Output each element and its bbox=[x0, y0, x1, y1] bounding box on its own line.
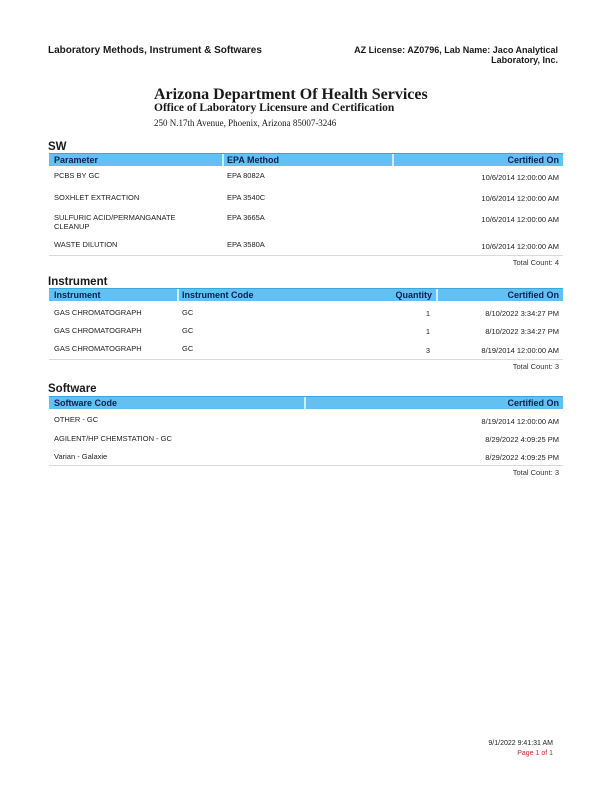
code-cell: GC bbox=[182, 344, 194, 353]
column-divider bbox=[222, 154, 224, 166]
software-code-cell: OTHER - GC bbox=[54, 415, 99, 424]
col-certified-on: Certified On bbox=[507, 398, 559, 408]
code-cell: GC bbox=[182, 326, 194, 335]
quantity-cell: 1 bbox=[425, 327, 430, 336]
table-row bbox=[49, 428, 563, 447]
parameter-cell: WASTE DILUTION bbox=[54, 240, 118, 249]
parameter-line-2: CLEANUP bbox=[54, 222, 90, 231]
col-epa-method: EPA Method bbox=[227, 155, 279, 165]
total-count-label: Total Count: 3 bbox=[512, 468, 559, 477]
certified-cell: 8/19/2014 12:00:00 AM bbox=[481, 417, 559, 426]
sw-total-count bbox=[49, 255, 563, 267]
report-title: Laboratory Methods, Instrument & Softwares bbox=[48, 45, 262, 56]
instrument-total-count bbox=[49, 359, 563, 371]
page-number: Page 1 of 1 bbox=[517, 750, 553, 757]
table-row bbox=[49, 320, 563, 339]
col-parameter: Parameter bbox=[54, 155, 99, 165]
software-code-cell: Varian - Galaxie bbox=[54, 452, 108, 461]
method-cell: EPA 3540C bbox=[227, 193, 266, 202]
instrument-cell: GAS CHROMATOGRAPH bbox=[54, 344, 142, 353]
instrument-cell: GAS CHROMATOGRAPH bbox=[54, 326, 142, 335]
instrument-table-header bbox=[49, 288, 563, 301]
col-instrument-code: Instrument Code bbox=[182, 290, 254, 300]
table-row bbox=[49, 211, 563, 237]
total-count-label: Total Count: 3 bbox=[512, 362, 559, 371]
license-line-1: AZ License: AZ0796, Lab Name: Jaco Analytical bbox=[354, 45, 558, 55]
certified-cell: 8/10/2022 3:34:27 PM bbox=[485, 327, 559, 336]
table-row bbox=[49, 166, 563, 189]
table-row bbox=[49, 447, 563, 465]
parameter-line-1: SULFURIC ACID/PERMANGANATE bbox=[54, 213, 176, 222]
instrument-cell: GAS CHROMATOGRAPH bbox=[54, 308, 142, 317]
table-row bbox=[49, 189, 563, 211]
agency-address: 250 N.17th Avenue, Phoenix, Arizona 85007-3246 bbox=[154, 118, 337, 128]
certified-cell: 10/6/2014 12:00:00 AM bbox=[481, 215, 559, 224]
office-name: Office of Laboratory Licensure and Certification bbox=[154, 102, 395, 114]
software-table bbox=[49, 396, 563, 477]
table-row bbox=[49, 339, 563, 359]
quantity-cell: 3 bbox=[425, 346, 430, 355]
license-info bbox=[350, 45, 558, 65]
license-line-2: Laboratory, Inc. bbox=[491, 55, 558, 65]
column-divider bbox=[392, 154, 394, 166]
certified-cell: 8/29/2022 4:09:25 PM bbox=[485, 453, 559, 462]
sw-table bbox=[49, 153, 563, 267]
quantity-cell: 1 bbox=[425, 309, 430, 318]
table-row bbox=[49, 409, 563, 428]
column-divider bbox=[436, 289, 438, 301]
column-divider bbox=[177, 289, 179, 301]
code-cell: GC bbox=[182, 308, 194, 317]
software-total-count bbox=[49, 465, 563, 477]
parameter-cell: SOXHLET EXTRACTION bbox=[54, 193, 140, 202]
parameter-cell: PCBS BY GC bbox=[54, 171, 100, 180]
certified-cell: 10/6/2014 12:00:00 AM bbox=[481, 173, 559, 182]
agency-name: Arizona Department Of Health Services bbox=[154, 86, 428, 103]
software-code-cell: AGILENT/HP CHEMSTATION - GC bbox=[54, 434, 172, 443]
col-certified-on: Certified On bbox=[507, 155, 559, 165]
instrument-table bbox=[49, 288, 563, 371]
col-software-code: Software Code bbox=[54, 398, 118, 408]
certified-cell: 8/19/2014 12:00:00 AM bbox=[481, 346, 559, 355]
method-cell: EPA 3665A bbox=[227, 213, 265, 222]
section-title-software: Software bbox=[48, 383, 97, 395]
section-title-sw: SW bbox=[48, 141, 67, 153]
certified-cell: 8/10/2022 3:34:27 PM bbox=[485, 309, 559, 318]
certified-cell: 10/6/2014 12:00:00 AM bbox=[481, 242, 559, 251]
col-instrument: Instrument bbox=[54, 290, 101, 300]
col-quantity: Quantity bbox=[395, 290, 432, 300]
print-timestamp: 9/1/2022 9:41:31 AM bbox=[488, 740, 553, 747]
method-cell: EPA 3580A bbox=[227, 240, 265, 249]
parameter-cell bbox=[54, 213, 176, 231]
sw-table-header bbox=[49, 153, 563, 166]
col-certified-on: Certified On bbox=[507, 290, 559, 300]
software-table-header bbox=[49, 396, 563, 409]
table-row bbox=[49, 237, 563, 255]
section-title-instrument: Instrument bbox=[48, 276, 108, 288]
method-cell: EPA 8082A bbox=[227, 171, 265, 180]
column-divider bbox=[304, 397, 306, 409]
total-count-label: Total Count: 4 bbox=[512, 258, 559, 267]
certified-cell: 8/29/2022 4:09:25 PM bbox=[485, 435, 559, 444]
certified-cell: 10/6/2014 12:00:00 AM bbox=[481, 194, 559, 203]
table-row bbox=[49, 301, 563, 320]
